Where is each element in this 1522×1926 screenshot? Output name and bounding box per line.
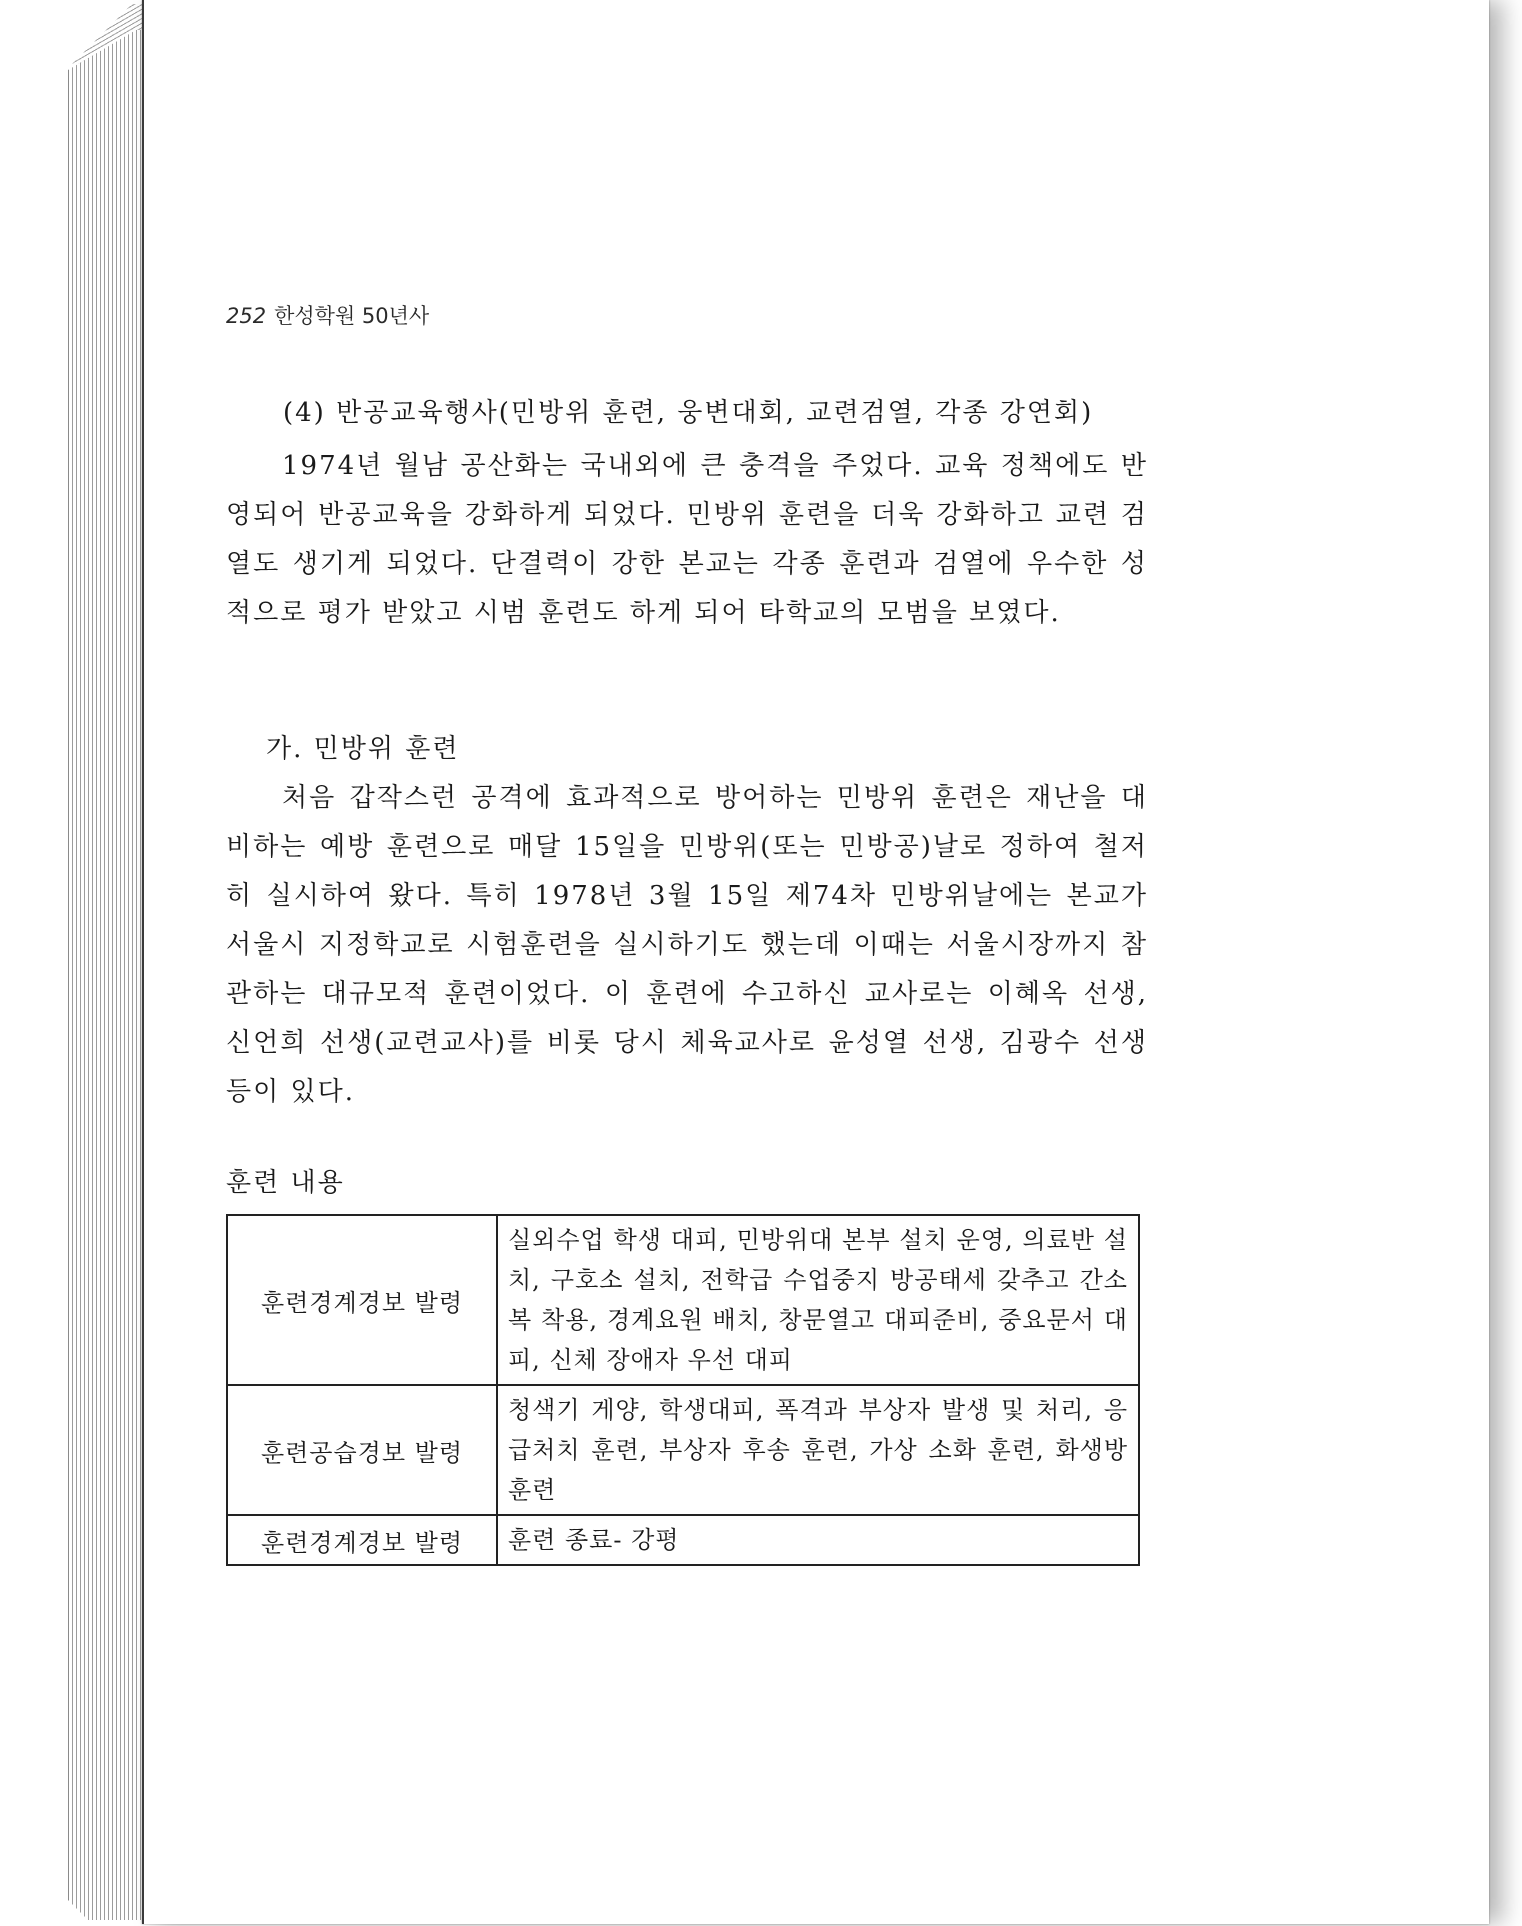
table-caption: 훈련 내용 — [226, 1168, 345, 1198]
training-content-table — [226, 1214, 1140, 1566]
training-detail-cell: 훈련 종료- 강평 — [497, 1515, 1139, 1565]
running-header — [226, 300, 429, 330]
table-row — [227, 1385, 1139, 1515]
book-title: 한성학원 50년사 — [274, 304, 430, 328]
subsection-heading: 가. 민방위 훈련 — [266, 734, 460, 764]
alert-stage-cell: 훈련공습경보 발령 — [227, 1385, 497, 1515]
training-detail-cell: 실외수업 학생 대피, 민방위대 본부 설치 운영, 의료반 설치, 구호소 설치, 전학급 수업중지 방공태세 갖추고 간소복 착용, 경계요원 배치, 창문열고 대피준비, 중요문서 대피, 신체 장애자 우선 대피 — [497, 1215, 1139, 1385]
alert-stage-cell: 훈련경계경보 발령 — [227, 1515, 497, 1565]
table-row — [227, 1215, 1139, 1385]
training-detail-cell: 청색기 게양, 학생대피, 폭격과 부상자 발생 및 처리, 응급처치 훈련, 부상자 후송 훈련, 가상 소화 훈련, 화생방 훈련 — [497, 1385, 1139, 1515]
table-row — [227, 1515, 1139, 1565]
section-paragraph: 1974년 월남 공산화는 국내외에 큰 충격을 주었다. 교육 정책에도 반영되어 반공교육을 강화하게 되었다. 민방위 훈련을 더욱 강화하고 교련 검열도 생기게 되었다. 단결력이 강한 본교는 각종 훈련과 검열에 우수한 성적으로 평가 받았고 시범 훈련도 하게 되어 타학교의 모범을 보였다. — [226, 451, 1148, 628]
page-number: 252 — [226, 304, 267, 328]
section-heading: (4) 반공교육행사(민방위 훈련, 웅변대회, 교련검열, 각종 강연회) — [283, 398, 1094, 428]
subsection-paragraph: 처음 갑작스런 공격에 효과적으로 방어하는 민방위 훈련은 재난을 대비하는 예방 훈련으로 매달 15일을 민방위(또는 민방공)날로 정하여 철저히 실시하여 왔다. 특히 1978년 3월 15일 제74차 민방위날에는 본교가 서울시 지정학교로 시험훈련을 실시하기도 했는데 이때는 서울시장까지 참관하는 대규모적 훈련이었다. 이 훈련에 수고하신 교사로는 이혜옥 선생, 신언희 선생(교련교사)를 비롯 당시 체육교사로 윤성열 선생, 김광수 선생 등이 있다. — [226, 783, 1148, 1107]
alert-stage-cell: 훈련경계경보 발령 — [227, 1215, 497, 1385]
